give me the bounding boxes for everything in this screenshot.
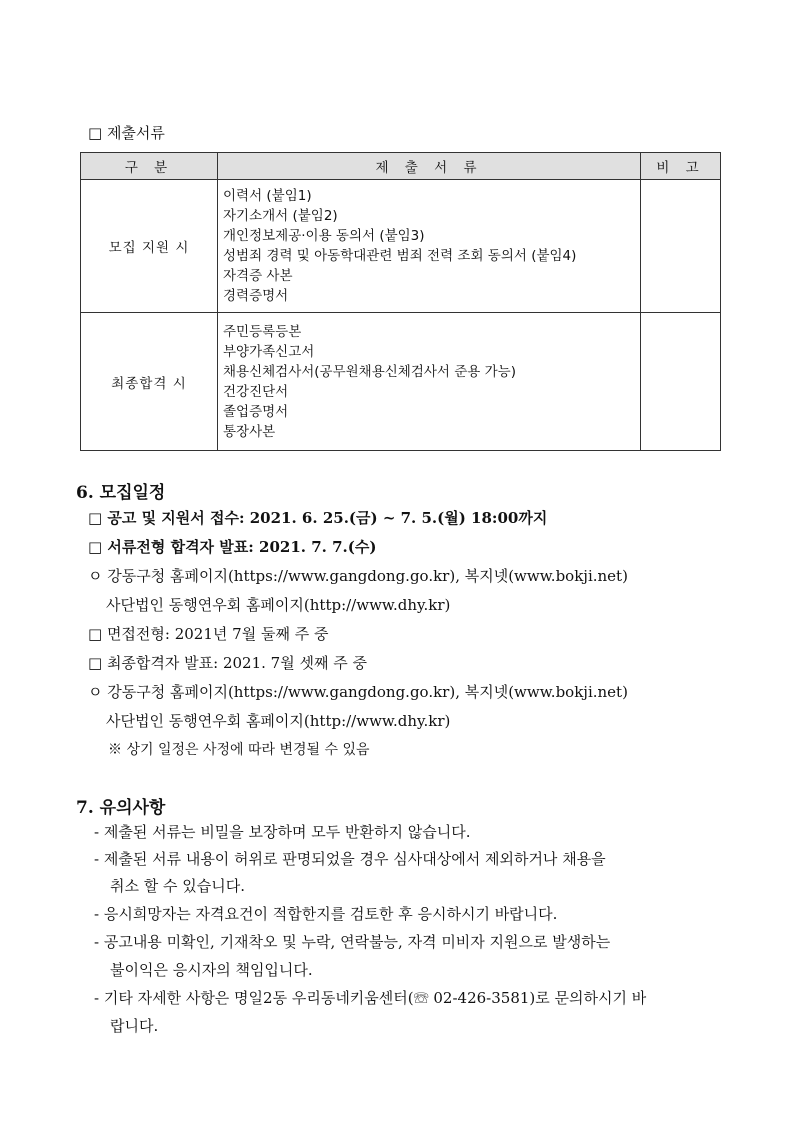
notes-item: - 제출된 서류 내용이 허위로 판명되었을 경우 심사대상에서 제외하거나 채용을 <box>94 850 606 868</box>
schedule-heading: 6. 모집일정 <box>76 483 166 503</box>
row-remark <box>641 313 721 451</box>
submission-table <box>80 152 721 451</box>
row-category: 모집 지원 시 <box>81 180 218 313</box>
row-documents <box>218 313 641 451</box>
document-item: 이력서 (붙임1) <box>223 188 312 204</box>
document-item: 성범죄 경력 및 아동학대관련 범죄 전력 조회 동의서 (붙임4) <box>223 248 577 264</box>
notes-item: - 응시희망자는 자격요건이 적합한지를 검토한 후 응시하시기 바랍니다. <box>94 905 558 923</box>
row-category: 최종합격 시 <box>81 313 218 451</box>
notes-item: - 제출된 서류는 비밀을 보장하며 모두 반환하지 않습니다. <box>94 823 471 841</box>
document-item: 개인정보제공·이용 동의서 (붙임3) <box>223 228 425 244</box>
document-item: 경력증명서 <box>223 288 289 304</box>
table-row <box>81 313 721 451</box>
header-category: 구 분 <box>81 153 218 180</box>
submission-heading: □ 제출서류 <box>88 124 165 142</box>
schedule-item-final-result: □ 최종합격자 발표: 2021. 7월 셋째 주 중 <box>88 654 367 672</box>
schedule-item-document-result: □ 서류전형 합격자 발표: 2021. 7. 7.(수) <box>88 538 377 556</box>
document-item: 채용신체검사서(공무원채용신체검사서 준용 가능) <box>223 363 516 380</box>
schedule-note: ※ 상기 일정은 사정에 따라 변경될 수 있음 <box>108 742 370 758</box>
schedule-item-announce-site-cont: 사단법인 동행연우회 홈페이지(http://www.dhy.kr) <box>106 596 451 614</box>
row-documents <box>218 180 641 313</box>
notes-item-cont: 취소 할 수 있습니다. <box>110 877 245 895</box>
document-item: 건강진단서 <box>223 383 289 400</box>
schedule-item-application: □ 공고 및 지원서 접수: 2021. 6. 25.(금) ~ 7. 5.(월) 18:00까지 <box>88 509 548 527</box>
document-item: 자격증 사본 <box>223 268 293 284</box>
notes-item-cont: 랍니다. <box>110 1017 159 1035</box>
document-item: 통장사본 <box>223 423 276 440</box>
row-remark <box>641 180 721 313</box>
schedule-item-announce-sites: ㅇ 강동구청 홈페이지(https://www.gangdong.go.kr), 복지넷(www.bokji.net) <box>88 683 628 701</box>
schedule-item-interview: □ 면접전형: 2021년 7월 둘째 주 중 <box>88 625 329 643</box>
notes-item: - 공고내용 미확인, 기재착오 및 누락, 연락불능, 자격 미비자 지원으로 발생하는 <box>94 933 611 951</box>
table-row <box>81 180 721 313</box>
document-item: 졸업증명서 <box>223 403 289 420</box>
notes-item-cont: 불이익은 응시자의 책임입니다. <box>110 961 313 979</box>
table-header-row <box>81 153 721 180</box>
header-remark: 비 고 <box>641 153 721 180</box>
schedule-item-announce-site-cont: 사단법인 동행연우회 홈페이지(http://www.dhy.kr) <box>106 712 451 730</box>
schedule-item-announce-sites: ㅇ 강동구청 홈페이지(https://www.gangdong.go.kr), 복지넷(www.bokji.net) <box>88 567 628 585</box>
document-item: 부양가족신고서 <box>223 343 315 360</box>
document-item: 자기소개서 (붙임2) <box>223 208 338 224</box>
header-documents: 제 출 서 류 <box>218 153 641 180</box>
notes-item: - 기타 자세한 사항은 명일2동 우리동네키움센터(☏ 02-426-3581)로 문의하시기 바 <box>94 989 647 1007</box>
document-item: 주민등록등본 <box>223 323 302 340</box>
notes-heading: 7. 유의사항 <box>76 798 166 818</box>
